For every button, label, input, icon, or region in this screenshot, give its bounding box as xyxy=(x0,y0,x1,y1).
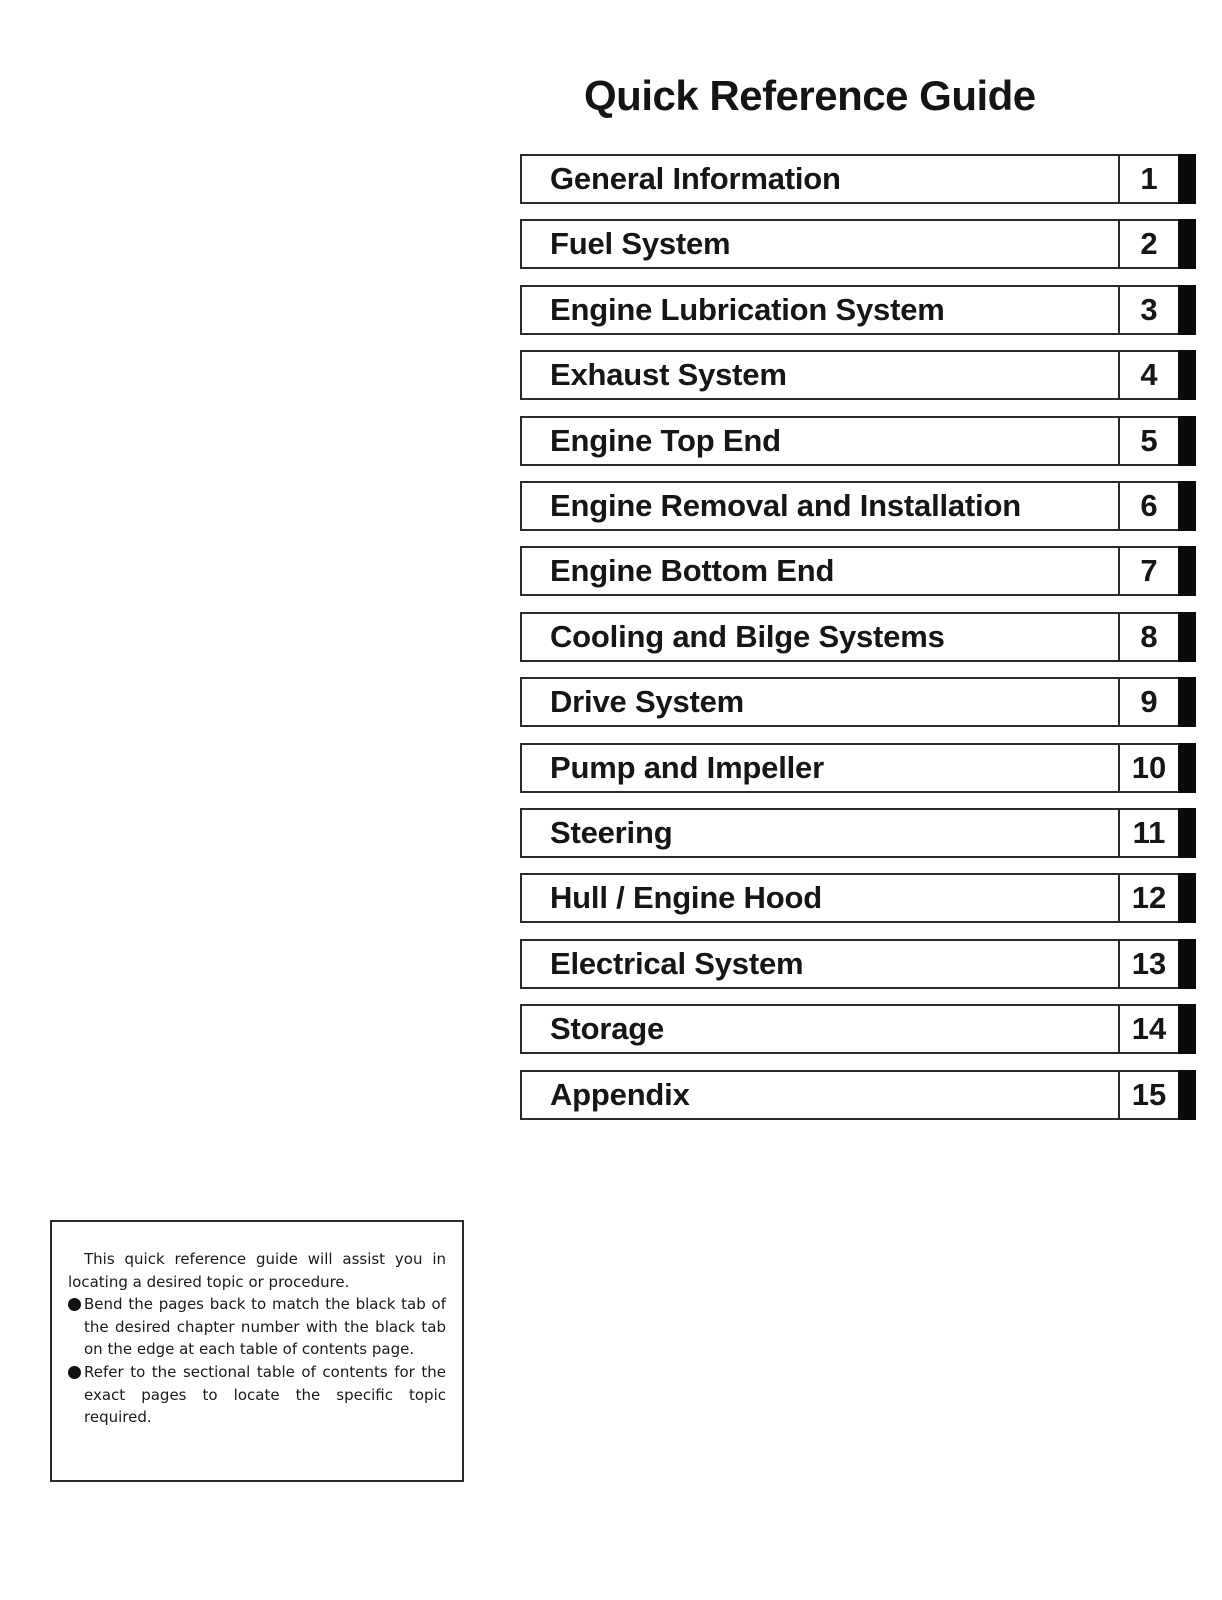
black-tab-marker xyxy=(1178,677,1196,727)
toc-label-box xyxy=(520,154,1120,204)
toc-section-number: 2 xyxy=(1140,226,1158,262)
toc-section-title: Exhaust System xyxy=(550,357,787,393)
toc-section-title: Storage xyxy=(550,1011,665,1047)
toc-number-box xyxy=(1118,154,1178,204)
toc-section-title: Steering xyxy=(550,815,673,850)
toc-row[interactable] xyxy=(520,873,1200,923)
black-tab-marker xyxy=(1178,743,1196,793)
toc-label-box xyxy=(520,350,1120,400)
toc-label-box xyxy=(520,612,1120,662)
toc-label-box xyxy=(520,481,1120,531)
usage-note-box xyxy=(50,1220,464,1482)
toc-section-title: Engine Removal and Installation xyxy=(550,488,1021,523)
toc-section-title: Fuel System xyxy=(550,226,731,262)
toc-section-number: 10 xyxy=(1131,749,1167,785)
toc-number-box xyxy=(1118,350,1178,400)
toc-section-number: 6 xyxy=(1140,488,1158,523)
toc-number-box xyxy=(1118,219,1178,269)
toc-label-box xyxy=(520,219,1120,269)
black-tab-marker xyxy=(1178,1070,1196,1120)
black-tab-marker xyxy=(1178,546,1196,596)
toc-section-title: Cooling and Bilge Systems xyxy=(550,618,945,654)
toc-section-number: 3 xyxy=(1140,291,1158,327)
toc-section-title: Drive System xyxy=(550,684,745,720)
toc-section-title: Engine Lubrication System xyxy=(550,291,945,327)
toc-row[interactable] xyxy=(520,285,1200,335)
toc-section-number: 7 xyxy=(1140,553,1158,589)
toc-number-box xyxy=(1118,743,1178,793)
toc-section-number: 11 xyxy=(1132,815,1166,850)
toc-label-box xyxy=(520,743,1120,793)
toc-row[interactable] xyxy=(520,743,1200,793)
toc-label-box xyxy=(520,1004,1120,1054)
toc-section-title: Engine Top End xyxy=(550,422,781,458)
black-tab-marker xyxy=(1178,612,1196,662)
toc-number-box xyxy=(1118,612,1178,662)
black-tab-marker xyxy=(1178,416,1196,466)
toc-number-box xyxy=(1118,416,1178,466)
toc-row[interactable] xyxy=(520,939,1200,989)
black-tab-marker xyxy=(1178,939,1196,989)
toc-label-box xyxy=(520,677,1120,727)
toc-section-number: 12 xyxy=(1131,880,1167,916)
note-bullet-text: Refer to the sectional table of contents for the exact pages to locate the specific topic required. xyxy=(84,1362,446,1427)
black-tab-marker xyxy=(1178,154,1196,204)
toc-label-box xyxy=(520,939,1120,989)
toc-number-box xyxy=(1118,546,1178,596)
toc-label-box xyxy=(520,416,1120,466)
toc-section-title: Appendix xyxy=(550,1076,690,1112)
toc-section-number: 9 xyxy=(1140,684,1158,720)
black-tab-marker xyxy=(1178,285,1196,335)
bullet-dot-icon xyxy=(68,1298,81,1311)
page-title: Quick Reference Guide xyxy=(584,72,1036,119)
toc-row[interactable] xyxy=(520,416,1200,466)
toc-section-number: 4 xyxy=(1140,357,1158,393)
toc-section-title: General Information xyxy=(550,161,841,196)
toc-section-number: 1 xyxy=(1140,161,1158,196)
toc-row[interactable] xyxy=(520,808,1200,858)
toc-row[interactable] xyxy=(520,219,1200,269)
bullet-dot-icon xyxy=(68,1366,81,1379)
black-tab-marker xyxy=(1178,808,1196,858)
black-tab-marker xyxy=(1178,219,1196,269)
black-tab-marker xyxy=(1178,1004,1196,1054)
toc-row[interactable] xyxy=(520,1070,1200,1120)
black-tab-marker xyxy=(1178,873,1196,923)
toc-row[interactable] xyxy=(520,154,1200,204)
toc-section-number: 8 xyxy=(1140,618,1158,654)
toc-label-box xyxy=(520,808,1120,858)
toc-number-box xyxy=(1118,939,1178,989)
toc-number-box xyxy=(1118,285,1178,335)
toc-number-box xyxy=(1118,873,1178,923)
black-tab-marker xyxy=(1178,481,1196,531)
toc-section-number: 15 xyxy=(1131,1076,1167,1112)
note-bullet-list xyxy=(68,1293,446,1429)
toc-row[interactable] xyxy=(520,612,1200,662)
toc-section-title: Pump and Impeller xyxy=(550,749,824,785)
toc-section-title: Engine Bottom End xyxy=(550,553,835,589)
toc-label-box xyxy=(520,546,1120,596)
toc-number-box xyxy=(1118,808,1178,858)
note-intro-text: This quick reference guide will assist you in locating a desired topic or procedure. xyxy=(68,1250,446,1291)
toc-row[interactable] xyxy=(520,677,1200,727)
toc-row[interactable] xyxy=(520,1004,1200,1054)
note-bullet-text: Bend the pages back to match the black tab of the desired chapter number with the black tab on the edge at each table of contents page. xyxy=(84,1295,446,1359)
toc-label-box xyxy=(520,1070,1120,1120)
toc-section-number: 14 xyxy=(1131,1011,1167,1047)
toc-number-box xyxy=(1118,677,1178,727)
toc-row[interactable] xyxy=(520,350,1200,400)
toc-section-title: Hull / Engine Hood xyxy=(550,880,822,916)
toc-number-box xyxy=(1118,1004,1178,1054)
toc-number-box xyxy=(1118,1070,1178,1120)
toc-row[interactable] xyxy=(520,546,1200,596)
toc-section-number: 5 xyxy=(1140,422,1158,458)
toc-label-box xyxy=(520,873,1120,923)
black-tab-marker xyxy=(1178,350,1196,400)
toc-number-box xyxy=(1118,481,1178,531)
toc-section-number: 13 xyxy=(1131,945,1167,981)
toc-label-box xyxy=(520,285,1120,335)
toc-section-title: Electrical System xyxy=(550,945,804,981)
toc-row[interactable] xyxy=(520,481,1200,531)
note-bullet-item xyxy=(68,1293,446,1361)
note-bullet-item xyxy=(68,1361,446,1429)
